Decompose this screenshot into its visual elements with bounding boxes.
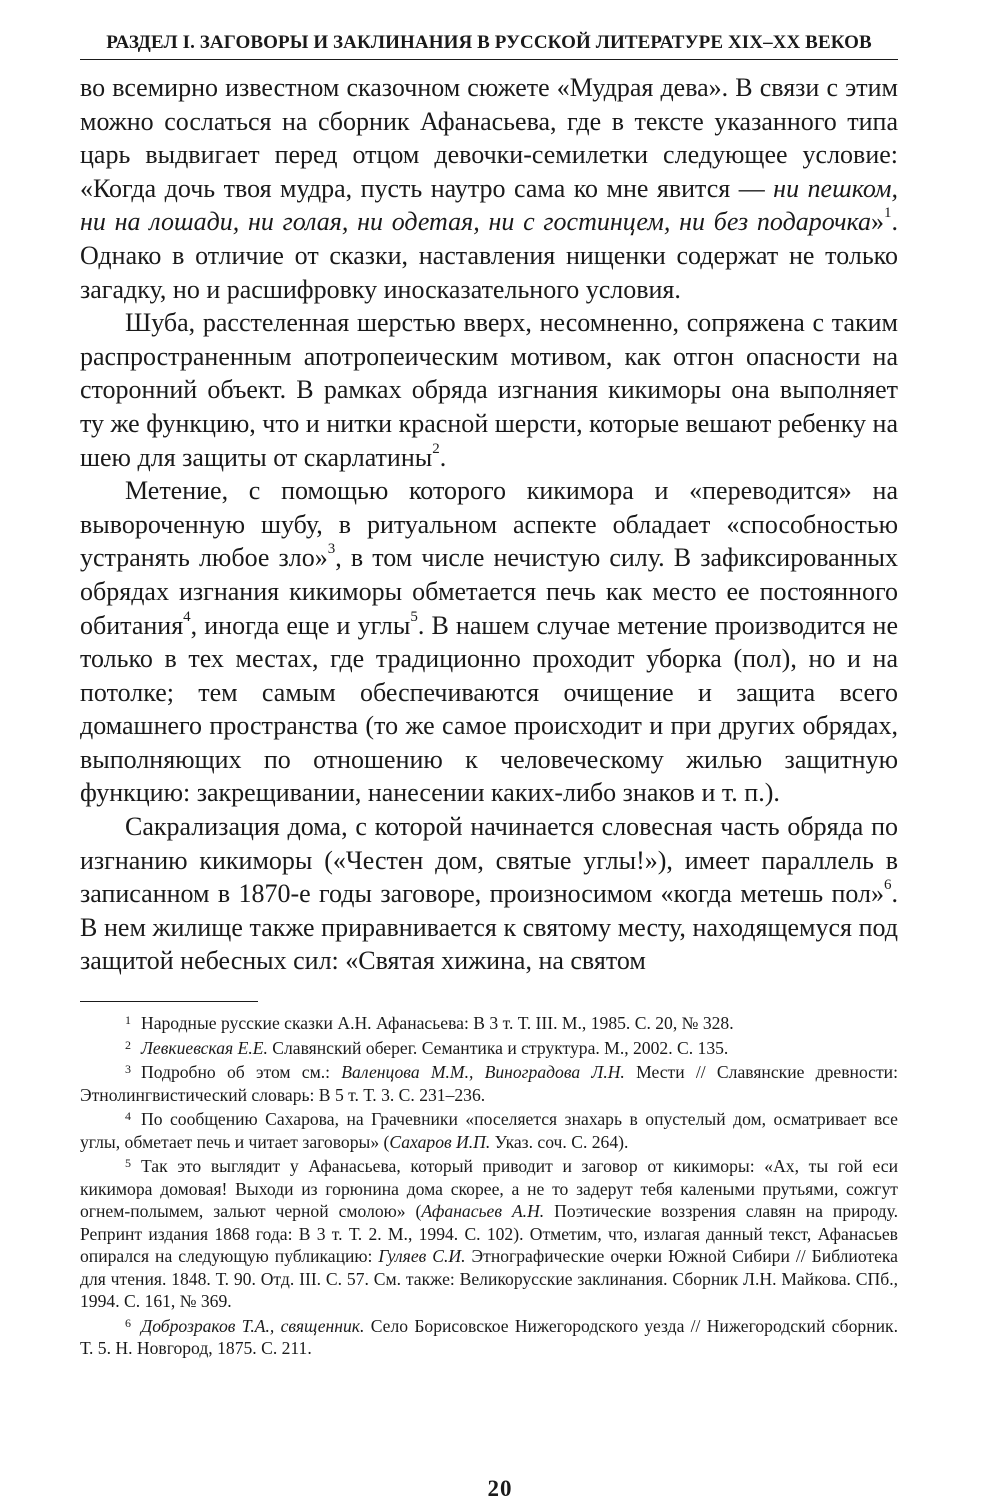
- footnote-6: [80, 1315, 898, 1360]
- footnote-ref-3: 3: [327, 541, 336, 558]
- footnote-text: По сообщению Сахарова, на Грачевники «поселяется знахарь в опустелый дом, осматривает все углы, обметает печь и читает заговоры» (: [80, 1109, 898, 1152]
- paragraph-1: [80, 71, 898, 306]
- footnote-number: 6: [125, 1315, 131, 1330]
- footnote-text: Подробно об этом см.:: [141, 1062, 342, 1083]
- footnote-text: Поэтические воззрения славян на природу. Репринт издания 1868 года: В 3 т. Т. 2. М., 1994. С. 102). Отметим, что, излагая данный текст, Афанасьев опирался на следующую публикацию:: [80, 1201, 898, 1267]
- author-name: Сахаров И.П.: [389, 1131, 491, 1152]
- footnote-5: [80, 1155, 898, 1313]
- text-run: . В нашем случае метение производится не только в тех местах, где традиционно проходит уборка (пол), но и на потолке; тем самым обеспечиваются очищение и защита всего домашнего пространства (то же самое происходит и при других обрядах, выполняющих по отношению к человеческому жилью защитную функцию: закрещивании, нанесении каких-либо знаков и т. п.).: [80, 610, 898, 808]
- paragraph-2: [80, 306, 898, 474]
- author-name: Валенцова М.М., Виноградова Л.Н.: [341, 1062, 625, 1083]
- footnote-number: 3: [125, 1062, 131, 1077]
- text-run: Шуба, расстеленная шерстью вверх, несомненно, сопряжена с таким распространенным апотропеическим мотивом, как отгон опасности на сторонний объект. В рамках обряда изгнания кикиморы она выполняет ту же функцию, что и нитки красной шерсти, которые вешают ребенку на шею для защиты от скарлатины: [80, 308, 898, 472]
- footnote-1: [80, 1012, 898, 1035]
- text-run: , в том числе нечистую силу. В зафиксированных обрядах изгнания кикиморы обметается печь как место ее постоянного обитания: [80, 543, 898, 640]
- footnote-text: Мести // Славянские древности: Этнолингвистический словарь: В 5 т. Т. 3. С. 231–236.: [80, 1062, 898, 1105]
- running-header: РАЗДЕЛ I. ЗАГОВОРЫ И ЗАКЛИНАНИЯ В РУССКОЙ ЛИТЕРАТУРЕ XIX–XX ВЕКОВ: [80, 32, 898, 60]
- footnote-text: Так это выглядит у Афанасьева, который приводит и заговор от кикиморы: «Ах, ты гой еси кикимора домовая! Выходи из горюнина дома скорее, а не то задерут тебя калеными прутьями, сожгут огнем-полымем, зальют черной смолою» (: [80, 1156, 898, 1222]
- footnote-number: 5: [125, 1156, 131, 1171]
- page-number: 20: [487, 1476, 513, 1501]
- footnote-number: 4: [125, 1109, 131, 1124]
- footnote-text: Указ. соч. С. 264).: [490, 1131, 629, 1152]
- text-run: во всемирно известном сказочном сюжете «Мудрая дева». В связи с этим можно сослаться на сборник Афанасьева, где в тексте указанного типа царь выдвигает перед отцом девочки-семилетки следующее условие: «Когда дочь твоя мудра, пусть наутро сама ко мне явится —: [80, 73, 898, 203]
- footnote-text: Народные русские сказки А.Н. Афанасьева: В 3 т. Т. III. М., 1985. С. 20, № 328.: [141, 1013, 734, 1034]
- text-run: »: [871, 207, 884, 237]
- text-run: . В нем жилище также приравнивается к святому месту, находящемуся под защитой небесных сил: «Святая хижина, на святом: [80, 879, 898, 976]
- text-run: Метение, с помощью которого кикимора и «переводится» на вывороченную шубу, в ритуальном аспекте обладает «способностью устранять любое зло»: [80, 476, 898, 573]
- footnote-ref-1: 1: [884, 205, 892, 222]
- main-text: [80, 71, 898, 978]
- footnote-3: [80, 1061, 898, 1106]
- footnote-ref-4: 4: [183, 608, 191, 625]
- footnote-ref-5: 5: [410, 608, 418, 625]
- footnote-4: [80, 1108, 898, 1153]
- footnote-2: [80, 1037, 898, 1060]
- footnote-ref-2: 2: [432, 440, 440, 457]
- footnote-text: Село Борисовское Нижегородского уезда // Нижегородский сборник. Т. 5. Н. Новгород, 1875. С. 211.: [80, 1315, 899, 1359]
- footnote-ref-6: 6: [884, 877, 892, 894]
- author-name: Левкиевская Е.Е.: [141, 1037, 268, 1058]
- text-run: .: [439, 442, 447, 472]
- footnote-divider: [80, 1001, 258, 1002]
- text-run: , иногда еще и углы: [190, 610, 411, 640]
- author-name: Гуляев С.И.: [378, 1246, 466, 1267]
- paragraph-4: [80, 810, 898, 978]
- paragraph-3: [80, 474, 898, 810]
- book-page: [80, 32, 898, 1362]
- footnote-number: 2: [125, 1037, 131, 1052]
- author-name: Доброзраков Т.А., священник.: [141, 1315, 365, 1336]
- text-run: . Однако в отличие от сказки, наставления нищенки содержат не только загадку, но и расшифровку иносказательного условия.: [80, 207, 898, 304]
- footnote-text: Славянский оберег. Семантика и структура. М., 2002. С. 135.: [267, 1037, 729, 1058]
- footnote-text: Этнографические очерки Южной Сибири // Библиотека для чтения. 1848. Т. 90. Отд. III. С. 57. См. также: Великорусские заклинания. Сборник Л.Н. Майкова. СПб., 1994. С. 161, № 369.: [80, 1246, 898, 1312]
- author-name: Афанасьев А.Н.: [421, 1201, 545, 1222]
- footnote-number: 1: [125, 1013, 131, 1028]
- italic-quote: ни пешком, ни на лошади, ни голая, ни одетая, ни с гостинцем, ни без подарочка: [80, 173, 898, 237]
- text-run: Сакрализация дома, с которой начинается словесная часть обряда по изгнанию кикиморы («Честен дом, святые углы!»), имеет параллель в записанном в 1870-е годы заговоре, произносимом «когда метешь пол»: [80, 812, 898, 909]
- footnotes: [80, 1012, 898, 1360]
